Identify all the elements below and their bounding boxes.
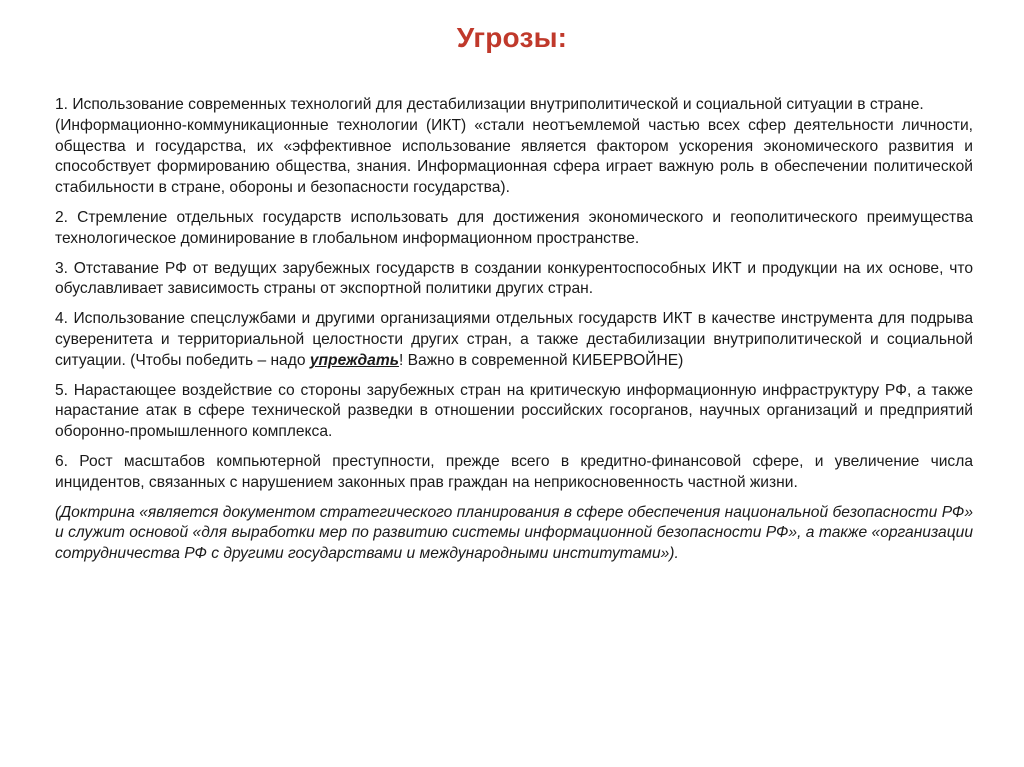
threat-item-4-tail: ! Важно в современной КИБЕРВОЙНЕ) xyxy=(398,351,684,369)
threat-item-2: 2. Стремление отдельных государств использовать для достижения экономического и геополитического преимущества технологическое доминирование в глобальном информационном пространстве. xyxy=(55,208,973,247)
threat-item-4 xyxy=(55,309,973,371)
threat-item-1-lead: 1. Использование современных технологий для дестабилизации внутриполитической и социальной ситуации в стране. xyxy=(55,96,924,113)
threat-item-4-text: 4. Использование спецслужбами и другими организациями отдельных государств ИКТ в качестве инструмента для подрыва суверенитета и территориальной целостности других стран, а также дестабилизации внутриполитической и социальной ситуации. (Чтобы победить – надо xyxy=(55,310,973,369)
doctrine-note: (Доктрина «является документом стратегического планирования в сфере обеспечения национальной безопасности РФ» и служит основой «для выработки мер по развитию системы информационной безопасности РФ», а также «организации сотрудничества РФ с другими государствами и международными институтами»). xyxy=(55,503,973,563)
slide-title: Угрозы: xyxy=(456,22,568,53)
threat-item-3: 3. Отставание РФ от ведущих зарубежных государств в создании конкурентоспособных ИКТ и продукции на их основе, что обуславливает зависимость страны от экспортной политики других стран. xyxy=(55,259,973,298)
threat-item-5: 5. Нарастающее воздействие со стороны зарубежных стран на критическую информационную инфраструктуру РФ, а также нарастание атак в сфере технической разведки в отношении российских госорганов, научных организаций и предприятий оборонно-промышленного комплекса. xyxy=(55,381,973,441)
threat-item-4-emphasis: упреждать xyxy=(309,351,399,369)
threat-item-1 xyxy=(55,95,973,199)
threat-item-6: 6. Рост масштабов компьютерной преступности, прежде всего в кредитно-финансовой сфере, и увеличение числа инцидентов, связанных с нарушением законных прав граждан на неприкосновенность частной жизни. xyxy=(55,452,973,491)
threats-list xyxy=(55,95,973,574)
threat-item-1-detail: (Информационно-коммуникационные технологии (ИКТ) «стали неотъемлемой частью всех сфер деятельности личности, общества и государства, их «эффективное использование является фактором ускорения экономического развития и способствует формированию общества, знания. Информационная сфера играет важную роль в обеспечении политической стабильности в стране, обороны и безопасности государства). xyxy=(55,116,973,197)
